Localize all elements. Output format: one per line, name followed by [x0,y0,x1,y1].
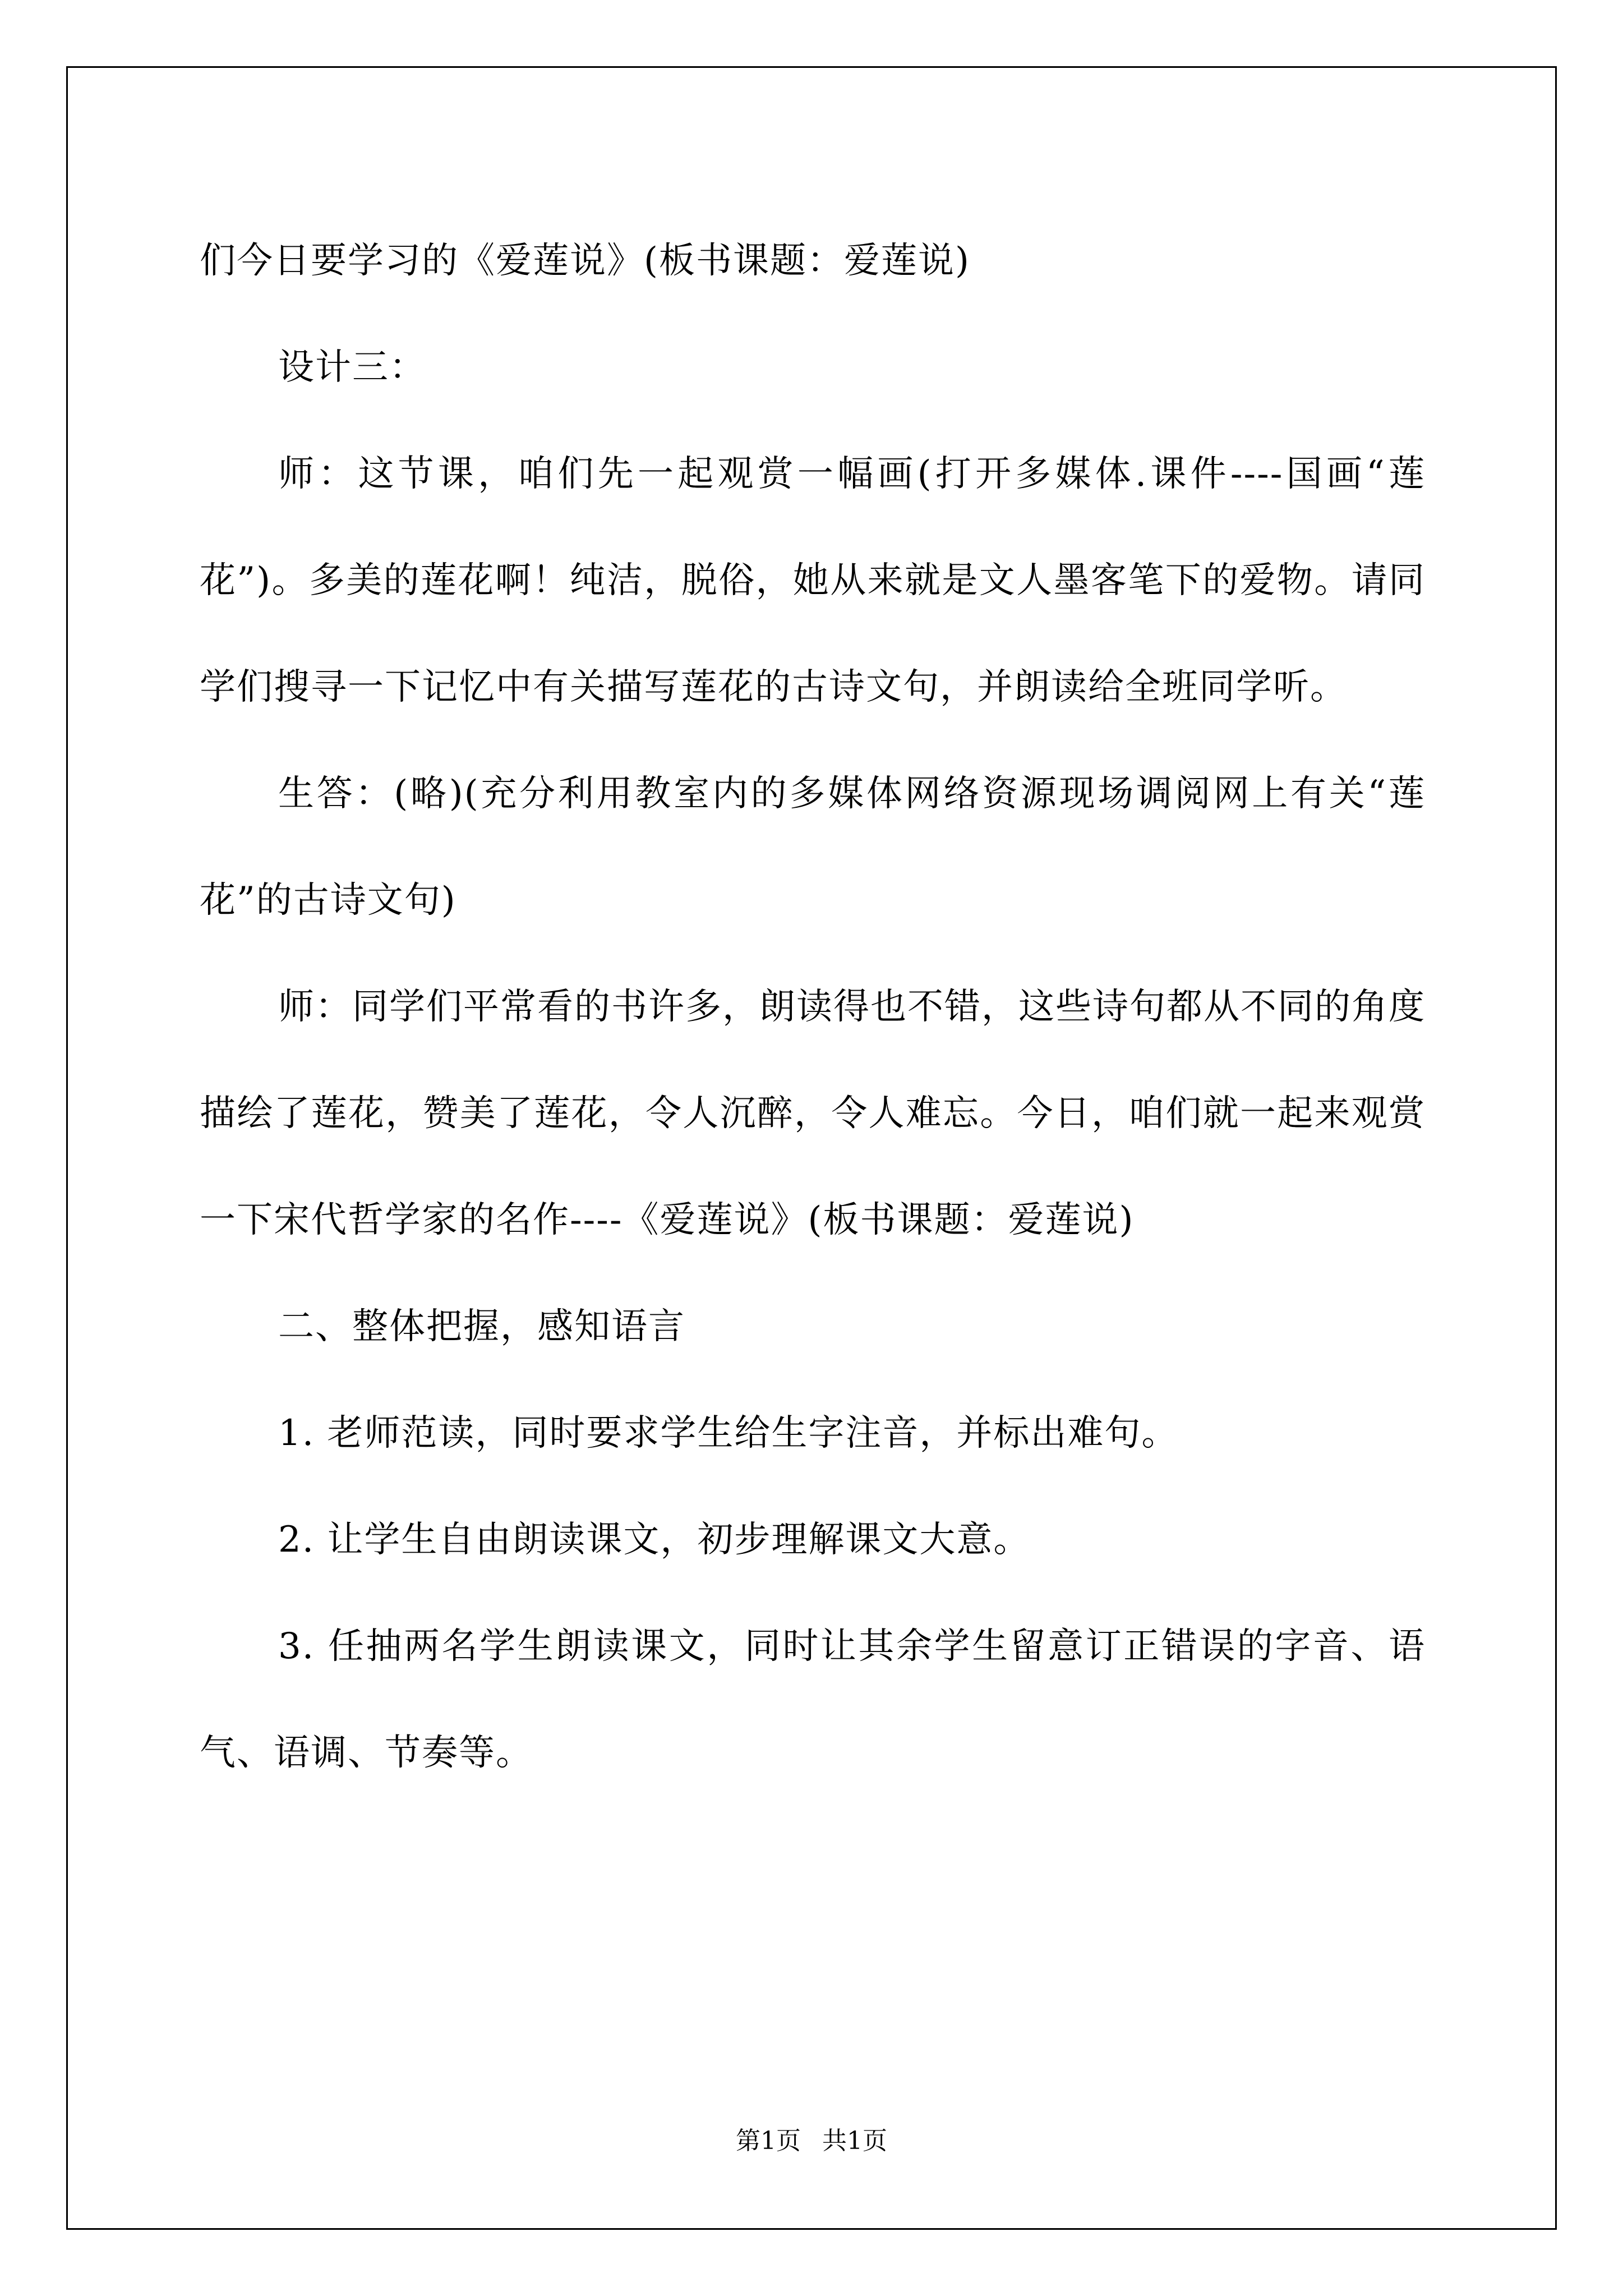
list-item-1: 1. 老师范读，同时要求学生给生字注音，并标出难句。 [278,1412,1179,1454]
list-item-2: 2. 让学生自由朗读课文，初步理解课文大意。 [278,1519,1031,1561]
document-body [200,208,1426,1806]
paragraph-5: 师：同学们平常看的书许多，朗读得也不错，这些诗句都从不同的角度描绘了莲花，赞美了莲花，令人沉醉，令人难忘。今日，咱们就一起来观赏一下宋代哲学家的名作----《爱莲说》(板书课题：爱莲说) [200,986,1426,1241]
paragraph-1: 们今日要学习的《爱莲说》(板书课题：爱莲说) [200,240,970,282]
paragraph-4: 生答：(略)(充分利用教室内的多媒体网络资源现场调阅网上有关“莲花”的古诗文句) [200,773,1426,921]
list-item-3: 3. 任抽两名学生朗读课文，同时让其余学生留意订正错误的字音、语气、语调、节奏等。 [200,1626,1426,1774]
paragraph-3: 师：这节课，咱们先一起观赏一幅画(打开多媒体.课件----国画“莲花”)。多美的莲花啊！纯洁，脱俗，她从来就是文人墨客笔下的爱物。请同学们搜寻一下记忆中有关描写莲花的古诗文句，并朗读给全班同学听。 [200,453,1426,708]
section-heading: 二、整体把握，感知语言 [278,1306,685,1347]
page-number: 第1页 [736,2127,801,2155]
page-total: 共1页 [822,2127,887,2155]
page-footer [0,2120,1623,2156]
paragraph-2: 设计三： [278,347,426,388]
